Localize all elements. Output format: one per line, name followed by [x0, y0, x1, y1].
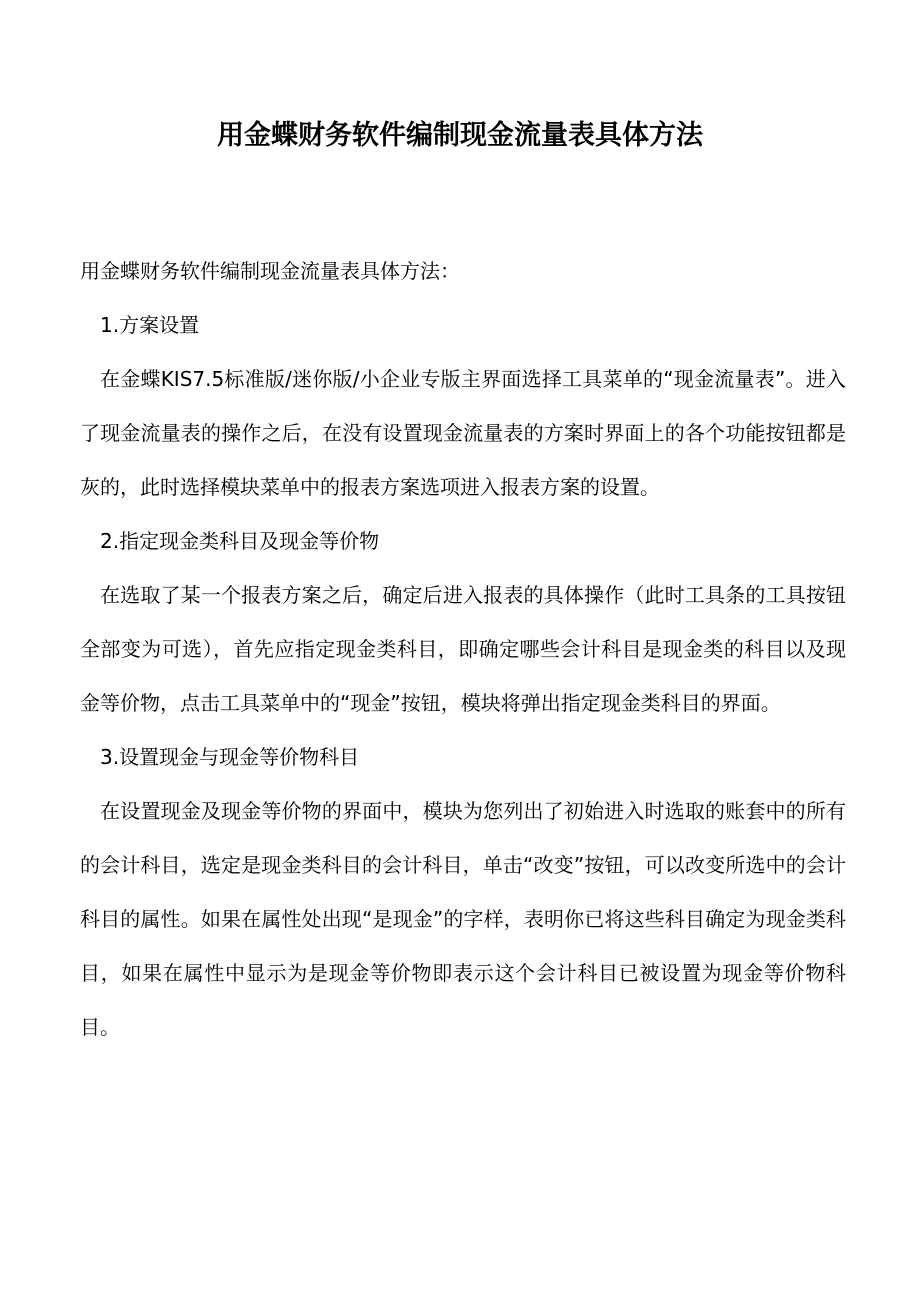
- intro-paragraph: 用金蝶财务软件编制现金流量表具体方法：: [80, 259, 460, 283]
- section-heading-1: 1.方案设置: [100, 313, 200, 337]
- section-heading-2: 2.指定现金类科目及现金等价物: [100, 529, 380, 553]
- section-body-1: 在金蝶KIS7.5标准版/迷你版/小企业专版主界面选择工具菜单的“现金流量表”。进入了现金流量表的操作之后，在没有设置现金流量表的方案时界面上的各个功能按钮都是灰的，此时选择模块菜单中的报表方案选项进入报表方案的设置。: [80, 367, 846, 499]
- section-body-2: 在选取了某一个报表方案之后，确定后进入报表的具体操作（此时工具条的工具按钮全部变为可选），首先应指定现金类科目，即确定哪些会计科目是现金类的科目以及现金等价物，点击工具菜单中的“现金”按钮，模块将弹出指定现金类科目的界面。: [80, 583, 846, 715]
- section-body-3: 在设置现金及现金等价物的界面中，模块为您列出了初始进入时选取的账套中的所有的会计科目，选定是现金类科目的会计科目，单击“改变”按钮，可以改变所选中的会计科目的属性。如果在属性处出现“是现金”的字样，表明你已将这些科目确定为现金类科目，如果在属性中显示为是现金等价物即表示这个会计科目已被设置为现金等价物科目。: [80, 799, 846, 1039]
- section-heading-3: 3.设置现金与现金等价物科目: [100, 745, 360, 769]
- page-title: 用金蝶财务软件编制现金流量表具体方法: [217, 120, 703, 151]
- document-body: [80, 244, 846, 1054]
